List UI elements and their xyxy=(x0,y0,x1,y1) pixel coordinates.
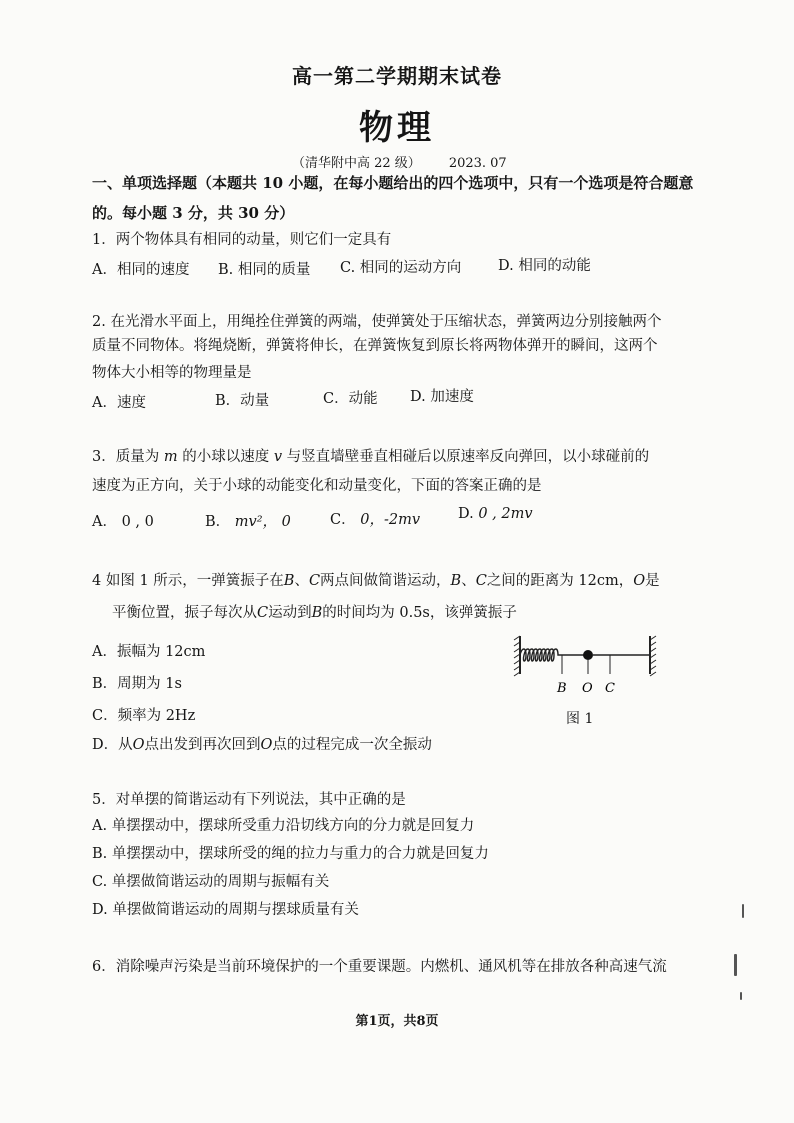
figure-caption: 图 1 xyxy=(566,711,594,727)
q3-option-a: A． 0 , 0 xyxy=(92,514,154,530)
scan-mark xyxy=(734,954,737,976)
q4-od-a: D．从 xyxy=(92,737,133,753)
q4-sep-1: 、 xyxy=(294,573,309,589)
q4-l2-var-b: B xyxy=(311,605,323,621)
q4-text-a: 4 如图 1 所示，一弹簧振子在 xyxy=(92,573,284,589)
scan-mark xyxy=(740,992,742,1000)
subject-title: 物理 xyxy=(359,108,435,148)
q2-option-b: B．动量 xyxy=(215,393,270,409)
q1-option-b: B. 相同的质量 xyxy=(218,262,311,278)
label-b: B xyxy=(557,681,567,696)
spring-coil xyxy=(520,649,586,661)
q1-option-d: D. 相同的动能 xyxy=(498,258,591,274)
q3-option-d-value: 0 , 2mv xyxy=(478,506,533,522)
q3-option-d xyxy=(458,506,533,522)
q1-option-c: C. 相同的运动方向 xyxy=(340,260,462,276)
q4-l2-c: 的时间均为 0.5s，该弹簧振子 xyxy=(322,605,517,621)
q4-option-a: A．振幅为 12cm xyxy=(92,644,206,660)
page-number: 第1页，共8页 xyxy=(355,1014,439,1029)
q4-option-b: B．周期为 1s xyxy=(92,676,182,692)
question-4-line-1 xyxy=(92,569,660,590)
q3-option-b-value: mv²， 0 xyxy=(234,514,291,530)
question-2-line-1: 2. 在光滑水平面上，用绳拴住弹簧的两端，使弹簧处于压缩状态，弹簧两边分别接触两个 xyxy=(92,314,662,330)
q3-option-c-value: 0，-2mv xyxy=(360,512,421,528)
question-2-line-2: 质量不同物体。将绳烧断，弹簧将伸长，在弹簧恢复到原长将两物体弹开的瞬间，这两个 xyxy=(92,338,658,354)
label-c: C xyxy=(605,681,615,696)
q2-option-d: D. 加速度 xyxy=(410,389,474,405)
question-6-line-1: 6．消除噪声污染是当前环境保护的一个重要课题。内燃机、通风机等在排放各种高速气流 xyxy=(92,959,667,975)
q5-option-c: C. 单摆做简谐运动的周期与振幅有关 xyxy=(92,874,330,890)
q4-text-b: 两点间做简谐运动， xyxy=(320,573,451,589)
question-5-stem: 5．对单摆的简谐运动有下列说法，其中正确的是 xyxy=(92,792,406,808)
q2-option-a: A．速度 xyxy=(92,395,146,411)
scan-mark xyxy=(742,904,744,918)
q4-text-d: 是 xyxy=(645,573,660,589)
oscillator-ball xyxy=(583,650,593,660)
q3-var-m: m xyxy=(163,449,178,465)
exam-title: 高一第二学期期末试卷 xyxy=(292,64,502,88)
q3-text-a: 3．质量为 xyxy=(92,449,160,465)
q4-l2-var-c: C xyxy=(257,605,269,621)
q3-option-c xyxy=(330,508,420,529)
q4-od-var-o: O xyxy=(132,737,145,753)
q3-text-c: 与竖直墙壁垂直相碰后以原速率反向弹回，以小球碰前的 xyxy=(286,449,650,465)
q4-l2-a: 平衡位置，振子每次从 xyxy=(112,605,257,621)
q5-option-d: D. 单摆做简谐运动的周期与摆球质量有关 xyxy=(92,902,359,918)
school-label: （清华附中高 22 级） xyxy=(292,156,421,171)
question-4-line-2 xyxy=(112,601,517,622)
q4-sep-2: 、 xyxy=(461,573,476,589)
q4-var-c-2: C xyxy=(475,573,487,589)
q4-option-d xyxy=(92,733,432,754)
question-3-line-1 xyxy=(92,445,649,466)
q3-text-b: 的小球以速度 xyxy=(182,449,270,465)
q5-option-b: B. 单摆摆动中，摆球所受的绳的拉力与重力的合力就是回复力 xyxy=(92,846,489,862)
q4-var-o: O xyxy=(633,573,646,589)
q3-option-c-label: C． xyxy=(330,512,356,528)
q3-option-b-label: B． xyxy=(205,514,231,530)
exam-date: 2023. 07 xyxy=(448,156,507,171)
question-2-line-3: 物体大小相等的物理量是 xyxy=(92,365,252,381)
q4-od-var-o-2: O xyxy=(260,737,273,753)
question-1-stem: 1．两个物体具有相同的动量，则它们一定具有 xyxy=(92,232,392,248)
q4-var-b-2: B xyxy=(450,573,462,589)
q4-l2-b: 运动到 xyxy=(268,605,312,621)
q2-option-c: C．动能 xyxy=(323,391,378,407)
q3-option-b xyxy=(205,510,291,531)
q4-od-b: 点出发到再次回到 xyxy=(144,737,261,753)
q3-var-v: v xyxy=(273,449,283,465)
spring-oscillator-figure xyxy=(510,630,660,700)
q4-var-c: C xyxy=(308,573,321,589)
q4-od-c: 点的过程完成一次全振动 xyxy=(272,737,432,753)
q4-text-c: 之间的距离为 12cm， xyxy=(486,573,634,589)
q5-option-a: A. 单摆摆动中，摆球所受重力沿切线方向的分力就是回复力 xyxy=(92,818,475,834)
q4-var-b: B xyxy=(283,573,295,589)
section-heading: 一、单项选择题（本题共 10 小题，在每小题给出的四个选项中，只有一个选项是符合题意的。每小题 3 分，共 30 分） xyxy=(92,174,694,222)
question-3-line-2: 速度为正方向，关于小球的动能变化和动量变化，下面的答案正确的是 xyxy=(92,478,542,494)
q3-option-d-label: D. xyxy=(458,506,474,522)
q1-option-a: A．相同的速度 xyxy=(92,262,190,278)
label-o: O xyxy=(582,681,593,696)
q4-option-c: C．频率为 2Hz xyxy=(92,708,196,724)
